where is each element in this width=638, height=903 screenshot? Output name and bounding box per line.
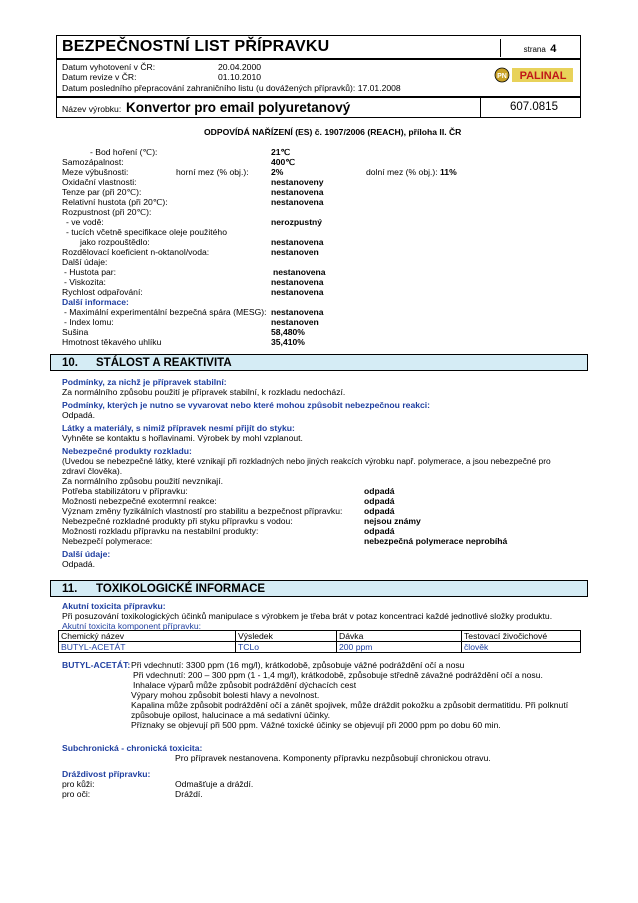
decomposition-heading: Nebezpečné produkty rozkladu: bbox=[62, 446, 192, 456]
other-text: Odpadá. bbox=[62, 559, 95, 569]
butyl-line-2: Při vdechnutí: 200 – 300 ppm (1 - 1,4 mg/l), krátkodobě, způsobuje středně závažné podráždění očí a nosu. bbox=[133, 670, 543, 680]
decomposition-text-1: (Uvedou se nebezpečné látky, které vznikají při rozkladných nebo jiných reakcích výrobku např. polymerace, a jsou nebezpečné pro bbox=[62, 456, 551, 466]
solubility-label: Rozpustnost (při 20℃): bbox=[62, 207, 152, 217]
partition-value: nestanoven bbox=[271, 247, 319, 257]
row-5-label: Možnosti rozkladu přípravku na nestabilní produkty: bbox=[62, 526, 259, 536]
table-row bbox=[59, 642, 581, 653]
col-result: Výsledek bbox=[236, 631, 337, 642]
butyl-line-5: Kapalina může způsobit podráždění očí a zánět spojivek, může dráždit pokožku a způsobit dermatitidu. Při polknutí bbox=[131, 700, 569, 710]
evaporation-value: nestanovena bbox=[271, 287, 324, 297]
created-value: 20.04.2000 bbox=[218, 62, 262, 72]
row-1-label: Potřeba stabilizátoru v přípravku: bbox=[62, 486, 188, 496]
chronic-text: Pro přípravek nestanovena. Komponenty přípravku nezpůsobují chronickou otravu. bbox=[175, 753, 491, 763]
upper-limit-label: horní mez (% obj.): bbox=[176, 167, 249, 177]
document-title: BEZPEČNOSTNÍ LIST PŘÍPRAVKU bbox=[62, 38, 330, 55]
gas-density-value: nestanovena bbox=[273, 267, 326, 277]
gas-density-label: - Hustota par: bbox=[64, 267, 117, 277]
logo-box bbox=[493, 64, 575, 86]
flash-value: 21℃ bbox=[271, 147, 291, 157]
oxid-value: nestanoveny bbox=[271, 177, 324, 187]
row-2-label: Možnosti nebezpečné exotermní reakce: bbox=[62, 496, 217, 506]
viscosity-value: nestanovena bbox=[271, 277, 324, 287]
product-code: 607.0815 bbox=[510, 101, 558, 113]
butyl-line-3: Inhalace výparů může způsobit podráždění dýchacích cest bbox=[133, 680, 357, 690]
page-label: strana bbox=[523, 45, 546, 54]
irritation-heading: Dráždivost přípravku: bbox=[62, 769, 151, 779]
oxid-label: Oxidační vlastnosti: bbox=[62, 177, 137, 187]
row-4-label: Nebezpečné rozkladné produkty při styku přípravku s vodou: bbox=[62, 516, 293, 526]
skin-value: Odmašťuje a dráždí. bbox=[175, 779, 254, 789]
toxicity-table bbox=[58, 630, 581, 653]
cell-dose: 200 ppm bbox=[337, 642, 462, 653]
dry-matter-label: Sušina bbox=[62, 327, 89, 337]
skin-label: pro kůži: bbox=[62, 779, 95, 789]
decomposition-text-3: Za normálního způsobu použití nevznikají. bbox=[62, 476, 223, 486]
revision-value: 01.10.2010 bbox=[218, 72, 262, 82]
other-data-label: Další údaje: bbox=[62, 257, 108, 267]
mesg-value: nestanovena bbox=[271, 307, 324, 317]
incompatible-heading: Látky a materiály, s nimiž přípravek nesmí přijít do styku: bbox=[62, 423, 295, 433]
section-10-header bbox=[50, 354, 588, 371]
col-animal: Testovací živočichové bbox=[462, 631, 581, 642]
page-indicator bbox=[500, 39, 579, 57]
autoignition-label: Samozápalnost: bbox=[62, 157, 124, 167]
acute-heading: Akutní toxicita přípravku: bbox=[62, 601, 166, 611]
section-10-number: 10. bbox=[62, 357, 78, 369]
avoid-heading: Podmínky, kterých je nutno se vyvarovat nebo které mohou způsobit nebezpečnou reakci: bbox=[62, 400, 431, 410]
row-3-label: Význam změny fyzikálních vlastností pro stabilitu a bezpečnost přípravku: bbox=[62, 506, 343, 516]
decomposition-text-2: zdraví člověka). bbox=[62, 466, 123, 476]
svg-text:PN: PN bbox=[497, 73, 507, 80]
info-heading: Další informace: bbox=[62, 297, 129, 307]
col-name: Chemický název bbox=[59, 631, 236, 642]
stable-heading: Podmínky, za nichž je přípravek stabilní: bbox=[62, 377, 227, 387]
explosive-label: Meze výbušnosti: bbox=[62, 167, 129, 177]
page-number: 4 bbox=[550, 43, 557, 55]
viscosity-label: - Viskozita: bbox=[64, 277, 106, 287]
refraction-value: nestanoven bbox=[271, 317, 319, 327]
density-value: nestanovena bbox=[271, 197, 324, 207]
svg-text:PALINAL: PALINAL bbox=[519, 70, 567, 82]
last-revision-note: Datum posledního přepracování zahraničního listu (u dovážených přípravků): 17.01.2008 bbox=[62, 83, 401, 93]
evaporation-label: Rychlost odpařování: bbox=[62, 287, 143, 297]
eye-label: pro oči: bbox=[62, 789, 91, 799]
cell-animal: člověk bbox=[462, 642, 581, 653]
table-header-row bbox=[59, 631, 581, 642]
components-heading: Akutní toxicita komponent přípravku: bbox=[62, 621, 202, 631]
upper-limit-value: 2% bbox=[271, 167, 284, 177]
density-label: Relativní hustota (při 20℃): bbox=[62, 197, 168, 207]
autoignition-value: 400℃ bbox=[271, 157, 295, 167]
incompatible-text: Vyhněte se kontaktu s hořlavinami. Výrobek by mohl vzplanout. bbox=[62, 433, 303, 443]
section-10-title: STÁLOST A REAKTIVITA bbox=[96, 357, 232, 369]
product-name: Konvertor pro email polyuretanový bbox=[126, 100, 351, 115]
section-11-title: TOXIKOLOGICKÉ INFORMACE bbox=[96, 583, 266, 595]
row-2-value: odpadá bbox=[364, 496, 395, 506]
row-4-value: nejsou známy bbox=[364, 516, 421, 526]
row-6-label: Nebezpečí polymerace: bbox=[62, 536, 153, 546]
refraction-label: - Index lomu: bbox=[64, 317, 114, 327]
regulation-note: ODPOVÍDÁ NAŘÍZENÍ (ES) č. 1907/2006 (REACH), příloha II. ČR bbox=[204, 127, 462, 137]
avoid-text: Odpadá. bbox=[62, 410, 95, 420]
carbon-value: 35,410% bbox=[271, 337, 305, 347]
lower-limit-value: 11% bbox=[440, 167, 457, 177]
butyl-label: BUTYL-ACETÁT: bbox=[62, 660, 131, 670]
other-heading: Další údaje: bbox=[62, 549, 111, 559]
water-label: - ve vodě: bbox=[66, 217, 104, 227]
butyl-line-6: způsobuje opilost, halucinace a má sedativní účinky. bbox=[131, 710, 331, 720]
partition-label: Rozdělovací koeficient n-oktanol/voda: bbox=[62, 247, 210, 257]
solvent-value: nestanovena bbox=[271, 237, 324, 247]
butyl-line-7: Příznaky se objevují při 500 ppm. Vážné toxické účinky se objevují při 2000 ppm po dobu 60 min. bbox=[131, 720, 501, 730]
cell-name: BUTYL-ACETÁT bbox=[59, 642, 236, 653]
row-1-value: odpadá bbox=[364, 486, 395, 496]
mesg-label: - Maximální experimentální bezpečná spára (MESG): bbox=[64, 307, 267, 317]
lower-limit-label: dolní mez (% obj.): bbox=[366, 167, 438, 177]
row-3-value: odpadá bbox=[364, 506, 395, 516]
chronic-heading: Subchronická - chronická toxicita: bbox=[62, 743, 203, 753]
palinal-logo-icon bbox=[493, 64, 575, 86]
vapor-value: nestanovena bbox=[271, 187, 324, 197]
row-6-value: nebezpečná polymerace neprobíhá bbox=[364, 536, 508, 546]
section-11-number: 11. bbox=[62, 583, 78, 595]
cell-result: TCLo bbox=[236, 642, 337, 653]
acute-text: Při posuzování toxikologických účinků manipulace s výrobkem je třeba brát v potaz koncentraci každé jednotlivé složky produktu. bbox=[62, 611, 553, 621]
stable-text: Za normálního způsobu použití je přípravek stabilní, k rozkladu nedochází. bbox=[62, 387, 346, 397]
col-dose: Dávka bbox=[337, 631, 462, 642]
dry-matter-value: 58,480% bbox=[271, 327, 305, 337]
eye-value: Dráždí. bbox=[175, 789, 203, 799]
section-11-header bbox=[50, 580, 588, 597]
solvent-label: jako rozpouštědlo: bbox=[80, 237, 150, 247]
vapor-label: Tenze par (při 20℃): bbox=[62, 187, 142, 197]
carbon-label: Hmotnost těkavého uhlíku bbox=[62, 337, 162, 347]
butyl-line-1: Při vdechnutí: 3300 ppm (16 mg/l), krátkodobě, způsobuje vážné podráždění očí a nosu bbox=[131, 660, 465, 670]
created-label: Datum vyhotovení v ČR: bbox=[62, 62, 156, 72]
butyl-line-4: Výpary mohou způsobit bolesti hlavy a nevolnost. bbox=[131, 690, 320, 700]
row-5-value: odpadá bbox=[364, 526, 395, 536]
revision-label: Datum revize v ČR: bbox=[62, 72, 137, 82]
product-label: Název výrobku: bbox=[62, 104, 122, 114]
flash-label: - Bod hoření (℃): bbox=[90, 147, 158, 157]
water-value: nerozpustný bbox=[271, 217, 323, 227]
fat-label: - tucích včetně specifikace oleje použitého bbox=[66, 227, 227, 237]
